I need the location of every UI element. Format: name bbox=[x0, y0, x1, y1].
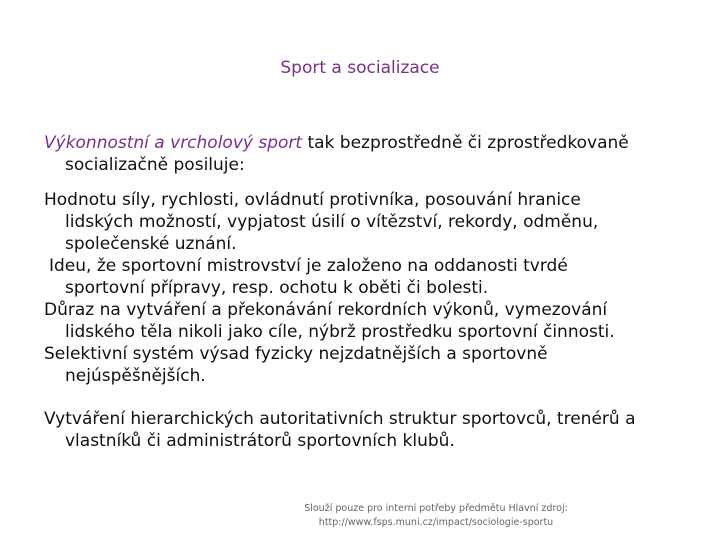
slide-footer bbox=[286, 502, 586, 530]
footer-source-url: http://www.fsps.muni.cz/impact/sociologie-sportu bbox=[318, 517, 554, 528]
body-line-6: Důraz na vytváření a překonávání rekordních výkonů, vymezování bbox=[44, 300, 608, 320]
body-line-4: Ideu, že sportovní mistrovství je založeno na oddanosti tvrdé bbox=[49, 256, 568, 276]
closing-line-1: Vytváření hierarchických autoritativních struktur sportovců, trenérů a bbox=[44, 409, 636, 429]
intro-line-1-text: tak bezprostředně či zprostředkovaně bbox=[302, 133, 629, 153]
body-line-8: Selektivní systém výsad fyzicky nejzdatnějších a sportovně bbox=[44, 344, 548, 364]
closing-paragraph bbox=[44, 408, 694, 452]
intro-paragraph bbox=[44, 132, 694, 176]
footer-note: Slouží pouze pro interní potřeby předmětu Hlavní zdroj: bbox=[304, 503, 568, 514]
intro-line-2: socializačně posiluje: bbox=[65, 155, 245, 175]
intro-line-1 bbox=[44, 132, 694, 154]
slide-title: Sport a socializace bbox=[280, 58, 440, 78]
body-paragraph bbox=[44, 189, 694, 387]
intro-emphasis: Výkonnostní a vrcholový sport bbox=[44, 133, 303, 153]
body-line-2: lidských možností, vypjatost úsilí o vítězství, rekordy, odměnu, bbox=[65, 212, 599, 232]
body-line-5: sportovní přípravy, resp. ochotu k oběti či bolesti. bbox=[65, 278, 489, 298]
body-line-9: nejúspěšnějších. bbox=[65, 366, 206, 386]
body-line-7: lidského těla nikoli jako cíle, nýbrž prostředku sportovní činnosti. bbox=[65, 322, 615, 342]
body-line-3: společenské uznání. bbox=[65, 234, 237, 254]
body-line-1: Hodnotu síly, rychlosti, ovládnutí protivníka, posouvání hranice bbox=[44, 190, 581, 210]
closing-line-2: vlastníků či administrátorů sportovních klubů. bbox=[65, 431, 455, 451]
